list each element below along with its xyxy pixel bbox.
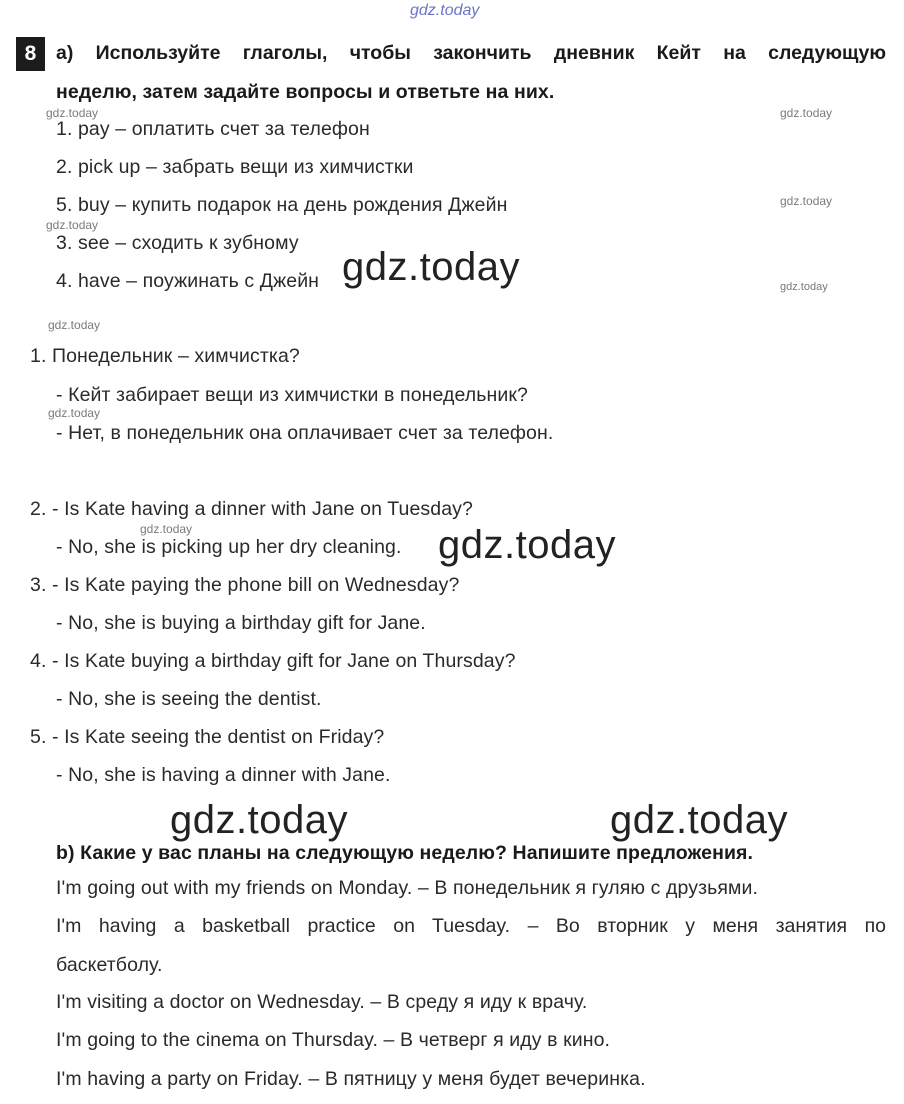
example-a: - Нет, в понедельник она оплачивает счет за телефон. xyxy=(56,422,554,444)
watermark-small: gdz.today xyxy=(48,406,101,420)
watermark-large: gdz.today xyxy=(170,798,348,842)
watermark-small: gdz.today xyxy=(780,106,833,120)
verb-item-2: 2. pick up – забрать вещи из химчистки xyxy=(56,156,414,178)
task-b-line-5: I'm going to the cinema on Thursday. – В четверг я иду в кино. xyxy=(56,1029,611,1051)
example-q: - Кейт забирает вещи из химчистки в понедельник? xyxy=(56,384,528,406)
watermark-small: gdz.today xyxy=(780,194,833,208)
task-b-line-2: I'm having a basketball practice on Tuesday. – Во вторник у меня занятия по xyxy=(56,915,886,937)
verb-item-3: 5. buy – купить подарок на день рождения Джейн xyxy=(56,194,508,216)
task-b-line-1: I'm going out with my friends on Monday. – В понедельник я гуляю с друзьями. xyxy=(56,877,759,899)
dialogue-question: 2. - Is Kate having a dinner with Jane on Tuesday? xyxy=(30,498,473,520)
example-question: 1. Понедельник – химчистка? xyxy=(30,345,300,367)
dialogue-answer: - No, she is picking up her dry cleaning. xyxy=(56,536,402,558)
task-b-line-6: I'm having a party on Friday. – В пятницу у меня будет вечеринка. xyxy=(56,1068,646,1090)
task-a-heading-line1: a) Используйте глаголы, чтобы закончить дневник Кейт на следующую xyxy=(56,42,886,64)
watermark-small: gdz.today xyxy=(140,522,193,536)
dialogue-answer: - No, she is seeing the dentist. xyxy=(56,688,322,710)
dialogue-question: 3. - Is Kate paying the phone bill on Wednesday? xyxy=(30,574,460,596)
watermark-large: gdz.today xyxy=(438,523,616,567)
watermark-small: gdz.today xyxy=(48,318,101,332)
exercise-number-badge: 8 xyxy=(16,37,45,71)
verb-item-4: 3. see – сходить к зубному xyxy=(56,232,299,254)
task-a-heading-line2: неделю, затем задайте вопросы и ответьте на них. xyxy=(56,81,555,103)
watermark-top: gdz.today xyxy=(410,2,480,19)
verb-item-5: 4. have – поужинать с Джейн xyxy=(56,270,320,292)
watermark-small: gdz.today xyxy=(46,106,99,120)
watermark-large: gdz.today xyxy=(342,245,520,289)
dialogue-question: 4. - Is Kate buying a birthday gift for Jane on Thursday? xyxy=(30,650,516,672)
dialogue-question: 5. - Is Kate seeing the dentist on Friday? xyxy=(30,726,385,748)
task-b-heading: b) Какие у вас планы на следующую неделю? Напишите предложения. xyxy=(56,842,754,864)
verb-item-1: 1. pay – оплатить счет за телефон xyxy=(56,118,370,140)
dialogue-answer: - No, she is having a dinner with Jane. xyxy=(56,764,391,786)
watermark-large: gdz.today xyxy=(610,798,788,842)
dialogue-answer: - No, she is buying a birthday gift for Jane. xyxy=(56,612,426,634)
watermark-small: gdz.today xyxy=(780,281,828,293)
watermark-small: gdz.today xyxy=(46,218,99,232)
task-b-line-3: баскетболу. xyxy=(56,954,163,976)
task-b-line-4: I'm visiting a doctor on Wednesday. – В среду я иду к врачу. xyxy=(56,991,588,1013)
